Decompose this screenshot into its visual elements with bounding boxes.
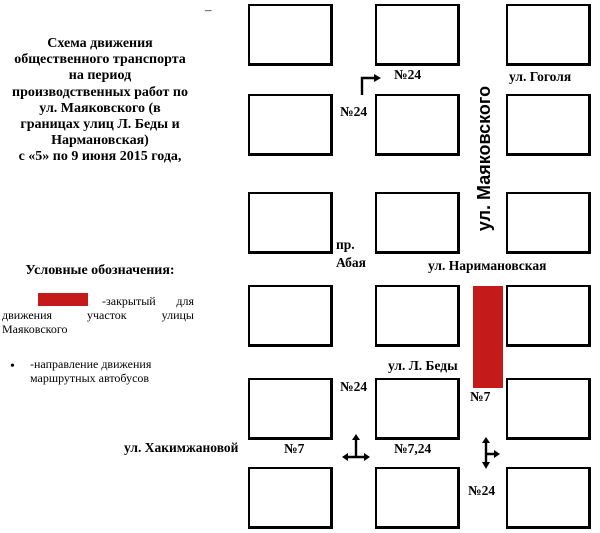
legend-direction-text: -направление движения маршрутных автобусов xyxy=(30,357,152,385)
route-label-7-24: №7,24 xyxy=(394,441,432,456)
city-block xyxy=(506,94,591,156)
street-label-gogolya: ул. Гоголя xyxy=(509,69,572,84)
city-block xyxy=(248,94,333,156)
city-block xyxy=(506,4,591,66)
city-block xyxy=(506,192,591,254)
city-block xyxy=(248,4,333,66)
route-label-24-mid: №24 xyxy=(340,379,368,394)
street-label-mayakovskogo: ул. Маяковского xyxy=(474,85,495,231)
legend-bullet: • xyxy=(10,359,15,374)
city-block xyxy=(375,467,460,529)
direction-arrow-icon xyxy=(471,436,501,470)
legend-title: Условные обозначения: xyxy=(25,263,175,278)
city-block xyxy=(248,192,333,254)
route-label-7-right: №7 xyxy=(470,389,491,404)
city-block xyxy=(375,285,460,347)
city-block xyxy=(375,192,460,254)
city-block xyxy=(506,378,591,440)
scheme-title: Схема движения общественного транспорта на период производственных работ по ул. Маяковского (в границах улиц Л. Беды и Нармановская) с «5» по 9 июня 2015 года, xyxy=(12,36,188,165)
city-block xyxy=(506,467,591,529)
header-mark: – xyxy=(205,2,212,17)
city-block xyxy=(375,378,460,440)
route-label-24-top: №24 xyxy=(394,67,422,82)
direction-arrow-icon xyxy=(341,433,371,467)
city-block xyxy=(375,94,460,156)
closed-road-section xyxy=(473,286,503,388)
street-label-hakimzhanovoi: ул. Хакимжановой xyxy=(124,440,239,455)
city-block xyxy=(248,378,333,440)
direction-arrow-icon xyxy=(355,70,383,96)
street-label-abaya: пр. Абая xyxy=(336,237,366,270)
legend-closed-text: -закрытый для движения участок улицы Маяковского xyxy=(2,294,194,336)
city-block xyxy=(506,285,591,347)
legend-closed-swatch xyxy=(38,293,88,306)
city-block xyxy=(375,4,460,66)
route-label-24-bottom: №24 xyxy=(468,483,496,498)
city-block xyxy=(248,467,333,529)
city-block xyxy=(248,285,333,347)
route-label-7-bottom: №7 xyxy=(284,441,305,456)
street-label-l-bedy: ул. Л. Беды xyxy=(388,358,458,373)
street-label-narimanovskaya: ул. Наримановская xyxy=(428,258,547,273)
route-label-24-left: №24 xyxy=(340,104,368,119)
